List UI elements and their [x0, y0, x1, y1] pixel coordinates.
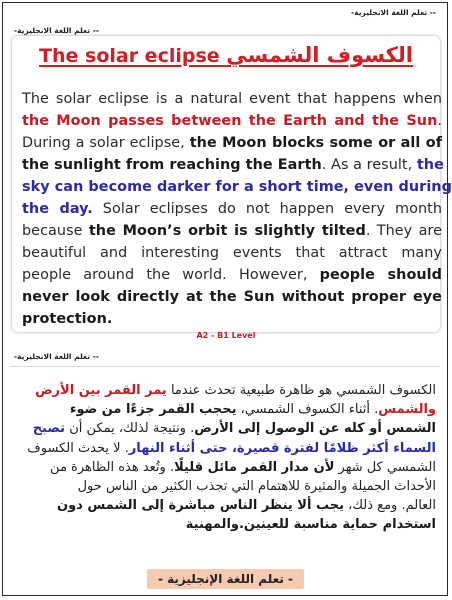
- english-segment: Solar eclipses do not happen every month: [92, 201, 443, 217]
- english-line: [22, 242, 442, 264]
- arabic-segment: . لا يحدث الكسوف: [27, 440, 129, 456]
- arabic-segment: تصبح: [32, 421, 66, 437]
- arabic-segment: استخدام حماية مناسبة للعينين.والمهنية: [185, 517, 436, 533]
- english-segment: the Moon passes between the Earth and the Sun: [22, 113, 438, 129]
- english-segment: because: [22, 223, 89, 239]
- english-segment: the day.: [22, 201, 93, 217]
- arabic-line: [22, 419, 436, 438]
- arabic-segment: يمر القمر بين الأرض: [35, 383, 167, 398]
- arabic-segment: الشمسي كل شهر: [334, 459, 436, 475]
- arabic-segment: الكسوف الشمسي هو ظاهرة طبيعية تحدث عندما: [166, 383, 436, 398]
- english-line: [22, 286, 442, 308]
- english-line: [22, 154, 442, 176]
- arabic-segment: الأحداث الجميلة والمثيرة للاهتمام التي تجذب الكثير من الناس حول: [77, 479, 436, 495]
- english-segment: the: [416, 157, 444, 173]
- english-segment: protection.: [22, 311, 113, 327]
- arabic-segment: الشمس أو كله عن الوصول إلى الأرض: [194, 421, 436, 437]
- english-segment: sky can become darker for a short time, even during: [22, 179, 452, 195]
- arabic-segment: يجب ألا ينظر الناس مباشرة إلى الشمس دون: [56, 498, 344, 514]
- english-segment: people around the world. However,: [22, 267, 320, 283]
- arabic-segment: لأن مدار القمر مائل قليلًا: [174, 459, 335, 475]
- page-title: [0, 43, 452, 67]
- arabic-line: [22, 458, 436, 477]
- english-line: [22, 88, 442, 110]
- arabic-segment: والشمس: [378, 402, 436, 418]
- arabic-segment: العالم. ومع ذلك،: [343, 498, 436, 514]
- english-segment: During a solar eclipse,: [22, 135, 190, 151]
- title-english: The solar eclipse: [39, 45, 220, 67]
- english-line: [22, 264, 442, 286]
- watermark-top-left: -تعلم اللغة الانجليزية --: [14, 26, 99, 35]
- english-line: [22, 132, 442, 154]
- english-segment: The solar eclipse is a natural event that happens when: [22, 91, 442, 107]
- watermark-middle: -تعلم اللغة الانجليزية --: [14, 352, 99, 361]
- level-label: A2 - B1 Level: [196, 331, 256, 340]
- arabic-line: [22, 515, 436, 534]
- arabic-line: [22, 439, 436, 458]
- english-line: [22, 176, 452, 198]
- english-segment: . They are: [365, 223, 442, 239]
- english-segment: .: [437, 113, 442, 129]
- arabic-segment: يحجب القمر جزءًا من ضوء: [69, 402, 237, 418]
- arabic-segment: . وتُعد هذه الظاهرة من: [50, 459, 175, 475]
- divider: [10, 366, 440, 367]
- english-segment: the sunlight from reaching the Earth: [22, 157, 322, 173]
- arabic-segment: . أثناء الكسوف الشمسي،: [236, 402, 379, 418]
- footer-badge: - تعلم اللغة الإنجليزية -: [147, 569, 304, 589]
- arabic-line: [22, 381, 436, 400]
- arabic-segment: السماء أكثر ظلامًا لفترة قصيرة، حتى أثناء النهار: [128, 440, 436, 456]
- arabic-segment: . ونتيجة لذلك، يمكن أن: [65, 421, 195, 437]
- english-line: [22, 220, 442, 242]
- arabic-line: [22, 496, 436, 515]
- arabic-paragraph: [22, 381, 436, 535]
- arabic-line: [22, 477, 436, 496]
- title-arabic: الكسوف الشمسي: [226, 43, 413, 67]
- english-segment: the Moon’s orbit is slightly tilted: [88, 223, 366, 239]
- english-segment: beautiful and interesting events that attract many: [22, 245, 442, 261]
- english-paragraph: [22, 88, 452, 330]
- arabic-line: [22, 400, 436, 419]
- english-line: [22, 198, 442, 220]
- english-segment: . As a result,: [321, 157, 417, 173]
- english-segment: never look directly at the Sun without proper eye: [22, 289, 442, 305]
- watermark-top-right: -تعلم اللغة الانجليزية --: [351, 8, 436, 17]
- english-segment: people should: [319, 267, 443, 283]
- english-line: [22, 308, 442, 330]
- english-segment: the Moon blocks some or all of: [189, 135, 442, 151]
- english-line: [22, 110, 442, 132]
